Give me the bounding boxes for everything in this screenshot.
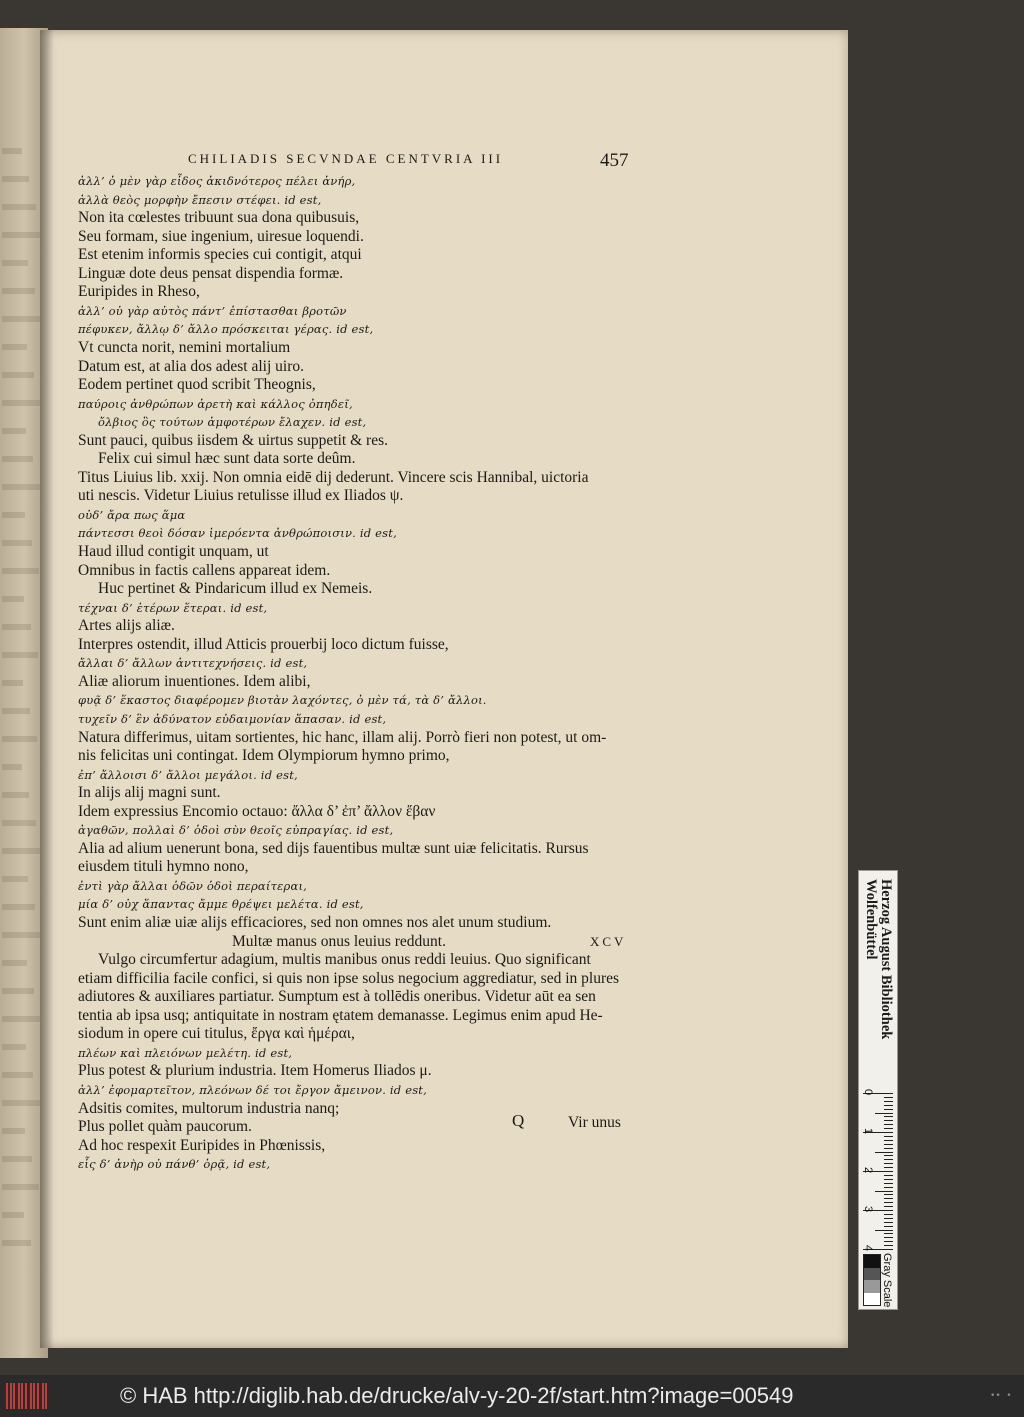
latin-text-line: Non ita cœlestes tribuunt sua dona quibusuis, [78, 209, 360, 227]
greek-text-line: ἀλλ’ ὁ μὲν γὰρ εἶδος ἀκιδνότερος πέλει ἀνήρ, [78, 174, 356, 188]
latin-text-line: Sunt pauci, quibus iisdem & uirtus suppetit & res. [78, 431, 388, 449]
left-page-text-trace [2, 400, 41, 406]
latin-text-line: Datum est, at alia dos adest alij uiro. [78, 357, 304, 375]
scale-number: 0 [862, 1088, 875, 1096]
logo-bar [42, 1383, 44, 1409]
latin-text-line: Sunt enim aliæ uiæ alijs efficaciores, sed non omnes nos alet unum studium. [78, 914, 552, 931]
greek-text-line: ἀγαθῶν, πολλαὶ δ’ ὁδοὶ σὺν θεοῖς εὐπραγίας. id est, [78, 823, 394, 838]
latin-text-line: eiusdem tituli hymno nono, [78, 858, 249, 876]
library-label [863, 879, 893, 1089]
color-scale-ruler [858, 870, 898, 1310]
left-page-text-trace [2, 736, 37, 742]
left-page-text-trace [2, 960, 27, 966]
logo-bar [21, 1383, 23, 1409]
scale-tick [884, 1237, 893, 1238]
greek-text-line: οὐδ’ ἄρα πως ἅμα [78, 507, 186, 522]
latin-text-line: Linguæ dote deus pensat dispendia formæ. [78, 264, 344, 282]
left-page-text-trace [2, 1156, 32, 1162]
scale-number: 1 [862, 1127, 875, 1135]
latin-text-line: nis felicitas uni contingat. Idem Olympiorum hymno primo, [78, 747, 450, 765]
adage-number: XCV [590, 933, 627, 949]
scale-tick [884, 1105, 893, 1106]
latin-text-line: Vt cuncta norit, nemini mortalium [78, 338, 291, 356]
signature-mark: Q [512, 1111, 525, 1130]
scale-number: 4 [862, 1244, 875, 1252]
greek-text-line: ἀλλὰ θεὸς μορφὴν ἔπεσιν στέφει. id est, [78, 192, 322, 207]
latin-text-line: Artes alijs aliæ. [78, 617, 175, 635]
left-page-text-trace [2, 288, 35, 294]
left-page-text-trace [2, 176, 29, 182]
scale-tick [884, 1187, 893, 1188]
left-page-text-trace [2, 876, 28, 882]
scale-tick [884, 1245, 893, 1246]
left-page-text-trace [2, 596, 24, 602]
latin-text-line: Titus Liuius lib. xxij. Non omnia eidē dij dederunt. Vincere scis Hannibal, uictoria [78, 468, 589, 486]
scale-tick [884, 1128, 893, 1129]
scale-tick [884, 1167, 893, 1168]
greek-text-line: ὄλβιος ὃς τούτων ἀμφοτέρων ἔλαχεν. id est, [98, 415, 367, 430]
greek-text-line: ἐντὶ γὰρ ἄλλαι ὁδῶν ὁδοὶ περαίτεραι, [78, 878, 308, 893]
logo-bar [10, 1383, 12, 1409]
left-page-text-trace [2, 708, 30, 714]
latin-text-line: Omnibus in factis callens appareat idem. [78, 561, 331, 579]
scale-tick [884, 1101, 893, 1102]
running-header: CHILIADIS SECVNDAE CENTVRIA III [188, 151, 504, 166]
left-page-text-trace [2, 1184, 39, 1190]
scale-tick [875, 1230, 893, 1231]
scale-tick [884, 1116, 893, 1117]
gray-scale-patch [863, 1254, 881, 1306]
latin-text-line: Euripides in Rheso, [78, 283, 200, 301]
latin-text-line: Adsitis comites, multorum industria nanq; [78, 1099, 340, 1117]
latin-text-line: siodum in opere cui titulus, ἔργα καὶ ἡμέραι, [78, 1025, 355, 1043]
latin-text-line: Huc pertinet & Pindaricum illud ex Nemeis. [98, 580, 373, 598]
latin-text-line: Interpres ostendit, illud Atticis prouerbij loco dictum fuisse, [78, 635, 449, 653]
latin-text-line: Plus potest & plurium industria. Item Homerus Iliados μ. [78, 1062, 432, 1080]
latin-text-line: Idem expressius Encomio octauo: ἄλλα δ’ ἐπ’ ἄλλον ἔβαν [78, 802, 436, 820]
left-page-text-trace [2, 484, 40, 490]
scale-tick [884, 1097, 893, 1098]
viewer-footer [0, 1375, 1024, 1417]
copyright-link[interactable]: © HAB http://diglib.hab.de/drucke/alv-y-20-2f/start.htm?image=00549 [120, 1383, 794, 1408]
left-page-text-trace [2, 232, 43, 238]
left-page-text-trace [2, 1212, 24, 1218]
left-page-text-trace [2, 792, 29, 798]
pager-dots: •• • [990, 1391, 1012, 1401]
left-page-text-trace [2, 428, 26, 434]
latin-text-line: In alijs alij magni sunt. [78, 784, 221, 802]
scale-tick [875, 1152, 893, 1153]
hab-logo [6, 1383, 48, 1409]
latin-text-line: Vulgo circumfertur adagium, multis manibus onus reddi leuius. Quo significant [98, 951, 591, 969]
left-page-text-trace [2, 848, 43, 854]
greek-text-line: παύροις ἀνθρώπων ἀρετὴ καὶ κάλλος ὀπηδεῖ, [78, 396, 353, 411]
scale-tick [884, 1163, 893, 1164]
latin-text-line: Multæ manus onus leuius reddunt. [232, 932, 446, 950]
scale-tick [884, 1120, 893, 1121]
cm-scale [862, 1088, 893, 1253]
latin-text-line: Aliæ aliorum inuentiones. Idem alibi, [78, 672, 311, 690]
scale-tick [884, 1202, 893, 1203]
left-page-text-trace [2, 148, 22, 154]
scale-tick [884, 1226, 893, 1227]
left-page-text-trace [2, 904, 35, 910]
logo-bar [37, 1383, 39, 1409]
scale-tick [875, 1191, 893, 1192]
scale-number: 2 [862, 1166, 875, 1174]
greek-text-line: πλέων καὶ πλειόνων μελέτη. id est, [78, 1045, 293, 1060]
left-page-text-trace [2, 344, 27, 350]
scale-tick [884, 1241, 893, 1242]
spine-shadow [40, 30, 54, 1348]
left-page-text-trace [2, 456, 33, 462]
left-page-text-trace [2, 680, 23, 686]
scale-number: 3 [862, 1205, 875, 1213]
greek-text-line: εἷς δ’ ἀνὴρ οὐ πάνθ’ ὁρᾷ, id est, [78, 1157, 271, 1172]
library-name: Herzog August Bibliothek [878, 879, 894, 1040]
greek-text-line: ἀλλ’ οὐ γὰρ αὐτὸς πάντ’ ἐπίστασθαι βροτῶν [78, 303, 347, 318]
left-page-text-trace [2, 1240, 31, 1246]
scale-tick [884, 1136, 893, 1137]
latin-text-line: Natura differimus, uitam sortientes, hic hanc, illam alij. Porrò fieri non potest, ut om- [78, 728, 607, 746]
logo-bar [18, 1383, 20, 1409]
logo-bar [33, 1383, 35, 1409]
left-page-text-trace [2, 932, 42, 938]
left-page-text-trace [2, 764, 22, 770]
logo-bar [45, 1383, 47, 1409]
left-page-text-trace [2, 568, 39, 574]
latin-text-line: Eodem pertinet quod scribit Theognis, [78, 376, 316, 394]
latin-text-line: Est etenim informis species cui contigit, atqui [78, 246, 362, 264]
greek-text-line: πάντεσσι θεοὶ δόσαν ἱμερόεντα ἀνθρώποισιν. id est, [78, 526, 397, 541]
logo-bar [25, 1383, 27, 1409]
scale-tick [884, 1109, 893, 1110]
scale-tick [884, 1233, 893, 1234]
scale-tick [884, 1222, 893, 1223]
left-page-text-trace [2, 512, 25, 518]
greek-text-line: τυχεῖν δ’ ἓν ἀδύνατον εὐδαιμονίαν ἅπασαν. id est, [78, 711, 387, 726]
left-page-text-trace [2, 1072, 33, 1078]
scale-tick [884, 1194, 893, 1195]
latin-text-line: Haud illud contigit unquam, ut [78, 543, 269, 560]
scale-tick [884, 1159, 893, 1160]
page-number: 457 [600, 150, 629, 171]
scale-tick [884, 1140, 893, 1141]
scale-tick [884, 1198, 893, 1199]
scale-tick [875, 1113, 893, 1114]
latin-text-line: uti nescis. Videtur Liuius retulisse illud ex Iliados ψ. [78, 487, 404, 505]
scale-tick [884, 1144, 893, 1145]
left-page-text-trace [2, 372, 34, 378]
logo-bar [6, 1383, 8, 1409]
logo-bar [30, 1383, 32, 1409]
latin-text-line: Alia ad alium uenerunt bona, sed dijs fauentibus multæ sunt uiæ felicitatis. Rursus [78, 839, 589, 857]
latin-text-line: Seu formam, siue ingenium, uiresue loquendi. [78, 227, 364, 245]
greek-text-line: μία δ’ οὐχ ἅπαντας ἄμμε θρέψει μελέτα. id est, [78, 897, 364, 912]
left-page-text-trace [2, 624, 31, 630]
scale-tick [884, 1175, 893, 1176]
latin-text-line: adiutores & auxiliares partiatur. Sumptum est à tollēdis oneribus. Videtur aūt ea sen [78, 988, 596, 1006]
scale-tick [884, 1183, 893, 1184]
left-page-text-trace [2, 260, 28, 266]
latin-text-line: tentia ab ipsa usq; antiquitate in nostram ętatem demanasse. Legimus enim apud He- [78, 1006, 603, 1024]
scale-tick [884, 1218, 893, 1219]
scale-tick [884, 1214, 893, 1215]
left-page-text-trace [2, 1100, 40, 1106]
greek-text-line: πέφυκεν, ἄλλῳ δ’ ἄλλο πρόσκειται γέρας. id est, [78, 322, 374, 337]
left-page-text-trace [2, 988, 34, 994]
scale-tick [884, 1179, 893, 1180]
left-page-text-trace [2, 820, 36, 826]
logo-bar [13, 1383, 15, 1409]
left-page-text-trace [2, 204, 36, 210]
left-page-text-trace [2, 1016, 41, 1022]
library-city: Wolfenbüttel [863, 879, 879, 960]
gray-scale-label: Gray Scale [881, 1253, 893, 1308]
left-page-text-trace [2, 540, 32, 546]
scale-tick [884, 1206, 893, 1207]
catchword: Vir unus [568, 1114, 621, 1131]
latin-text-line: Plus pollet quàm paucorum. [78, 1118, 252, 1136]
left-page-text-trace [2, 1044, 26, 1050]
left-page-text-trace [2, 652, 38, 658]
scale-tick [884, 1124, 893, 1125]
latin-text-line: Felix cui simul hæc sunt data sorte deûm. [98, 450, 356, 468]
greek-text-line: ἐπ’ ἄλλοισι δ’ ἄλλοι μεγάλοι. id est, [78, 767, 298, 782]
greek-text-line: τέχναι δ’ ἑτέρων ἕτεραι. id est, [78, 600, 268, 615]
greek-text-line: ἄλλαι δ’ ἄλλων ἀντιτεχνήσεις. id est, [78, 656, 308, 671]
scale-tick [884, 1148, 893, 1149]
latin-text-line: etiam difficilia facile confici, si quis non ipse solus negocium aggrediatur, sed in plures [78, 969, 620, 987]
scale-tick [884, 1155, 893, 1156]
greek-text-line: ἀλλ’ ἐφομαρτεῖτον, πλεόνων δέ τοι ἔργον ἄμεινον. id est, [78, 1082, 427, 1097]
latin-text-line: Ad hoc respexit Euripides in Phœnissis, [78, 1136, 326, 1154]
greek-text-line: φυᾷ δ’ ἕκαστος διαφέρομεν βιοτὰν λαχόντες, ὁ μὲν τά, τὰ δ’ ἄλλοι. [78, 693, 487, 708]
left-page-text-trace [2, 316, 42, 322]
left-page-text-trace [2, 1128, 25, 1134]
